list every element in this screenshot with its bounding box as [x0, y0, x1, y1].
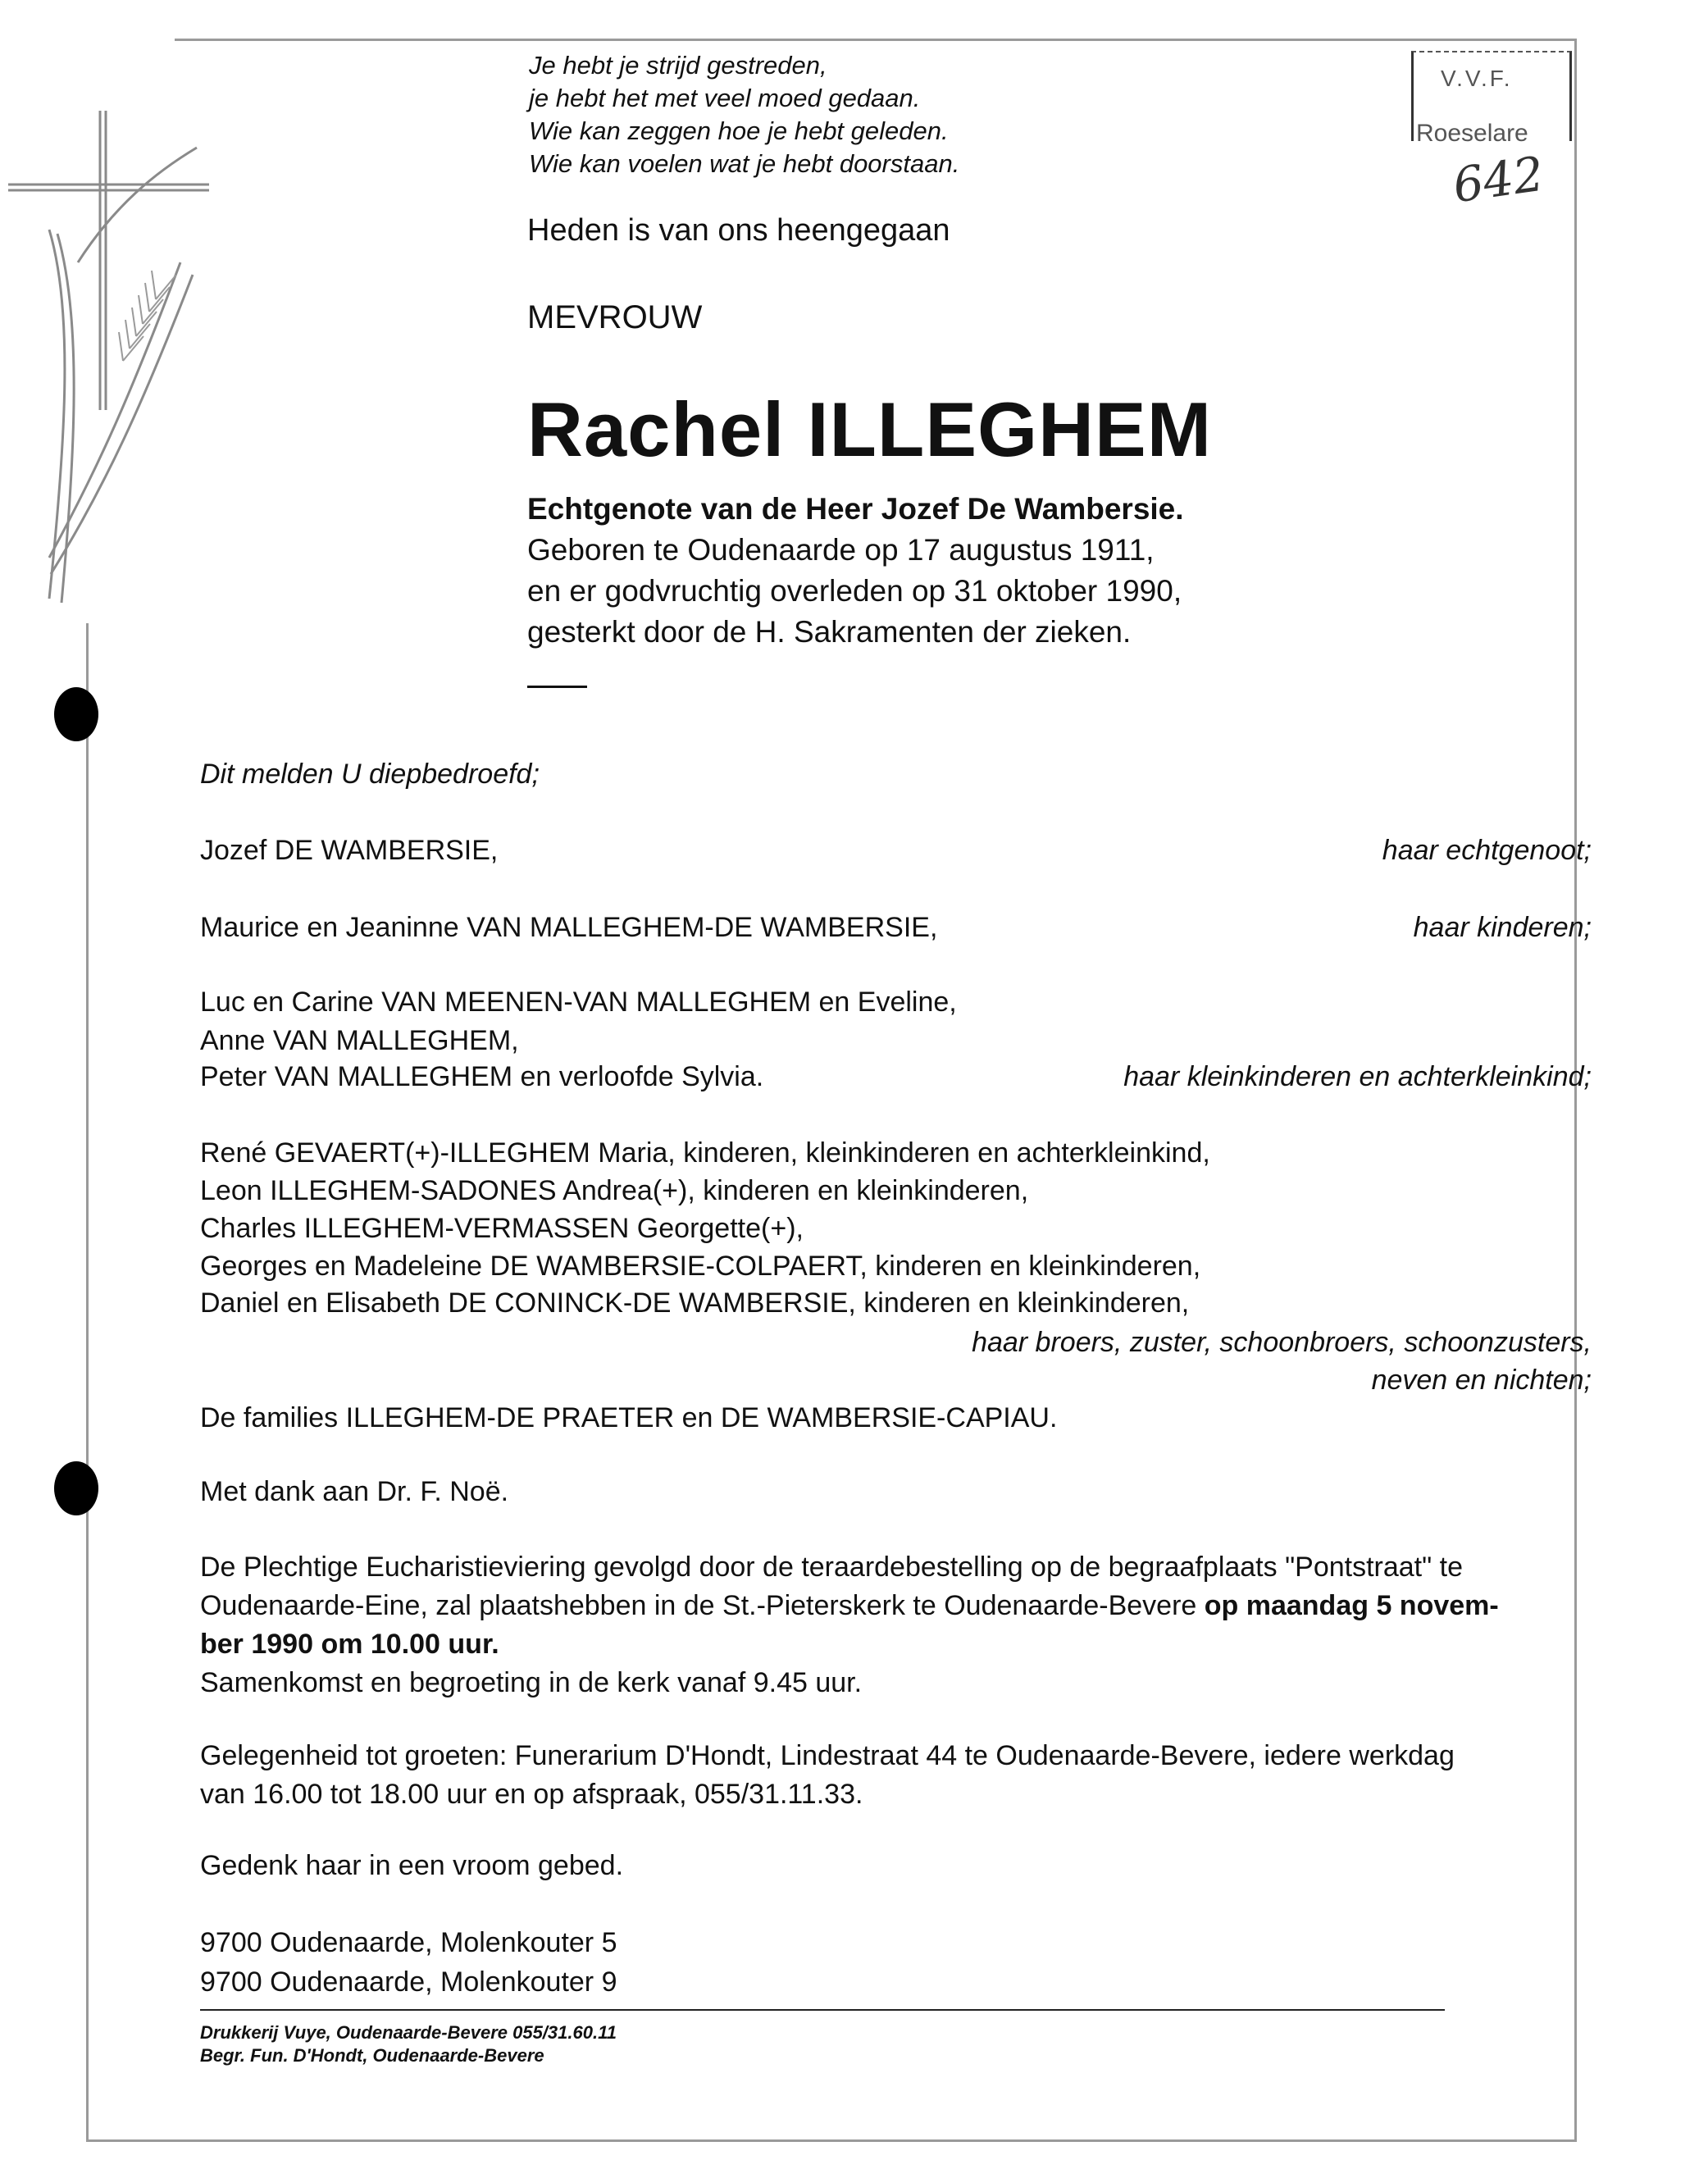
footer-divider — [200, 2009, 1445, 2011]
punch-hole-icon — [54, 1461, 98, 1515]
stamp-city: Roeselare — [1416, 120, 1528, 147]
biography — [527, 489, 1184, 653]
poem-line: Wie kan voelen wat je hebt doorstaan. — [529, 149, 960, 178]
ceremony-gathering: Samenkomst en begroeting in de kerk vanaf 9.45 uur. — [200, 1667, 863, 1698]
poem-line: Je hebt je strijd gestreden, — [529, 51, 827, 80]
bio-line: gesterkt door de H. Sakramenten der zieken. — [527, 615, 1132, 649]
ceremony-place: Oudenaarde-Eine, zal plaatshebben in de St.-Pieterskerk te Oudenaarde-Bevere — [200, 1590, 1205, 1621]
children-name: Maurice en Jeaninne VAN MALLEGHEM-DE WAMBERSIE, — [200, 912, 938, 943]
address-line: 9700 Oudenaarde, Molenkouter 5 — [200, 1927, 617, 1958]
ceremony-time: ber 1990 om 10.00 uur. — [200, 1629, 499, 1660]
families-line: De families ILLEGHEM-DE PRAETER en DE WAMBERSIE-CAPIAU. — [200, 1402, 1058, 1433]
spouse-relation: haar echtgenoot; — [1382, 835, 1592, 866]
grandchild-line: Anne VAN MALLEGHEM, — [200, 1025, 519, 1056]
stamp-number: 642 — [1449, 145, 1547, 214]
card-border-top — [175, 39, 1577, 41]
sibling-line: Charles ILLEGHEM-VERMASSEN Georgette(+), — [200, 1213, 804, 1244]
stamp-society: V.V.F. — [1441, 66, 1513, 91]
cross-with-wheat-icon — [0, 98, 213, 656]
deceased-name: Rachel ILLEGHEM — [527, 386, 1213, 472]
ceremony-line — [200, 1625, 1499, 1664]
children-relation: haar kinderen; — [1413, 912, 1592, 943]
bio-line: Geboren te Oudenaarde op 17 augustus 1911, — [527, 533, 1155, 567]
printer-credit: Drukkerij Vuye, Oudenaarde-Bevere 055/31.60.11 — [200, 2022, 617, 2043]
grandchildren-relation: haar kleinkinderen en achterkleinkind; — [1123, 1061, 1592, 1092]
spouse-name: Jozef DE WAMBERSIE, — [200, 835, 499, 866]
poem — [529, 49, 959, 180]
card-border-left — [86, 623, 89, 2142]
grandchild-line: Luc en Carine VAN MEENEN-VAN MALLEGHEM en Eveline, — [200, 987, 957, 1018]
card-border-bottom — [89, 2139, 1577, 2142]
visitation-line: van 16.00 tot 18.00 uur en op afspraak, 055/31.11.33. — [200, 1779, 863, 1810]
honorific-title: MEVROUW — [527, 299, 703, 335]
ceremony-date: op maandag 5 novem- — [1204, 1590, 1499, 1621]
grandchild-line: Peter VAN MALLEGHEM en verloofde Sylvia. — [200, 1061, 764, 1092]
poem-line: Wie kan zeggen hoe je hebt geleden. — [529, 116, 949, 145]
poem-line: je hebt het met veel moed gedaan. — [529, 84, 921, 112]
visitation-line: Gelegenheid tot groeten: Funerarium D'Hondt, Lindestraat 44 te Oudenaarde-Bevere, iedere werkdag — [200, 1740, 1455, 1771]
bio-line: en er godvruchtig overleden op 31 oktober 1990, — [527, 574, 1182, 608]
funeral-home-credit: Begr. Fun. D'Hondt, Oudenaarde-Bevere — [200, 2045, 544, 2066]
ceremony-line — [200, 1587, 1499, 1625]
divider-dash — [527, 686, 587, 688]
sibling-line: Daniel en Elisabeth DE CONINCK-DE WAMBERSIE, kinderen en kleinkinderen, — [200, 1287, 1190, 1319]
punch-hole-icon — [54, 687, 98, 741]
announcement-intro: Dit melden U diepbedroefd; — [200, 759, 540, 790]
ceremony-details — [200, 1548, 1499, 1702]
siblings-relation: haar broers, zuster, schoonbroers, schoonzusters, — [972, 1327, 1592, 1358]
siblings-relation-cont: neven en nichten; — [1371, 1365, 1592, 1396]
ceremony-line: De Plechtige Eucharistieviering gevolgd door de teraardebestelling op de begraafplaats "Pontstraat" te — [200, 1552, 1463, 1583]
sibling-line: Leon ILLEGHEM-SADONES Andrea(+), kinderen en kleinkinderen, — [200, 1175, 1029, 1206]
registry-stamp — [1408, 49, 1577, 214]
sibling-line: René GEVAERT(+)-ILLEGHEM Maria, kinderen, kleinkinderen en achterkleinkind, — [200, 1137, 1210, 1169]
visitation-details — [200, 1737, 1455, 1814]
addresses — [200, 1923, 617, 2002]
address-line: 9700 Oudenaarde, Molenkouter 9 — [200, 1966, 617, 1998]
thanks-line: Met dank aan Dr. F. Noë. — [200, 1476, 509, 1507]
announcement: Heden is van ons heengegaan — [527, 213, 950, 248]
spouse-line: Echtgenote van de Heer Jozef De Wambersie. — [527, 492, 1184, 526]
prayer-line: Gedenk haar in een vroom gebed. — [200, 1850, 624, 1881]
sibling-line: Georges en Madeleine DE WAMBERSIE-COLPAERT, kinderen en kleinkinderen, — [200, 1251, 1201, 1282]
